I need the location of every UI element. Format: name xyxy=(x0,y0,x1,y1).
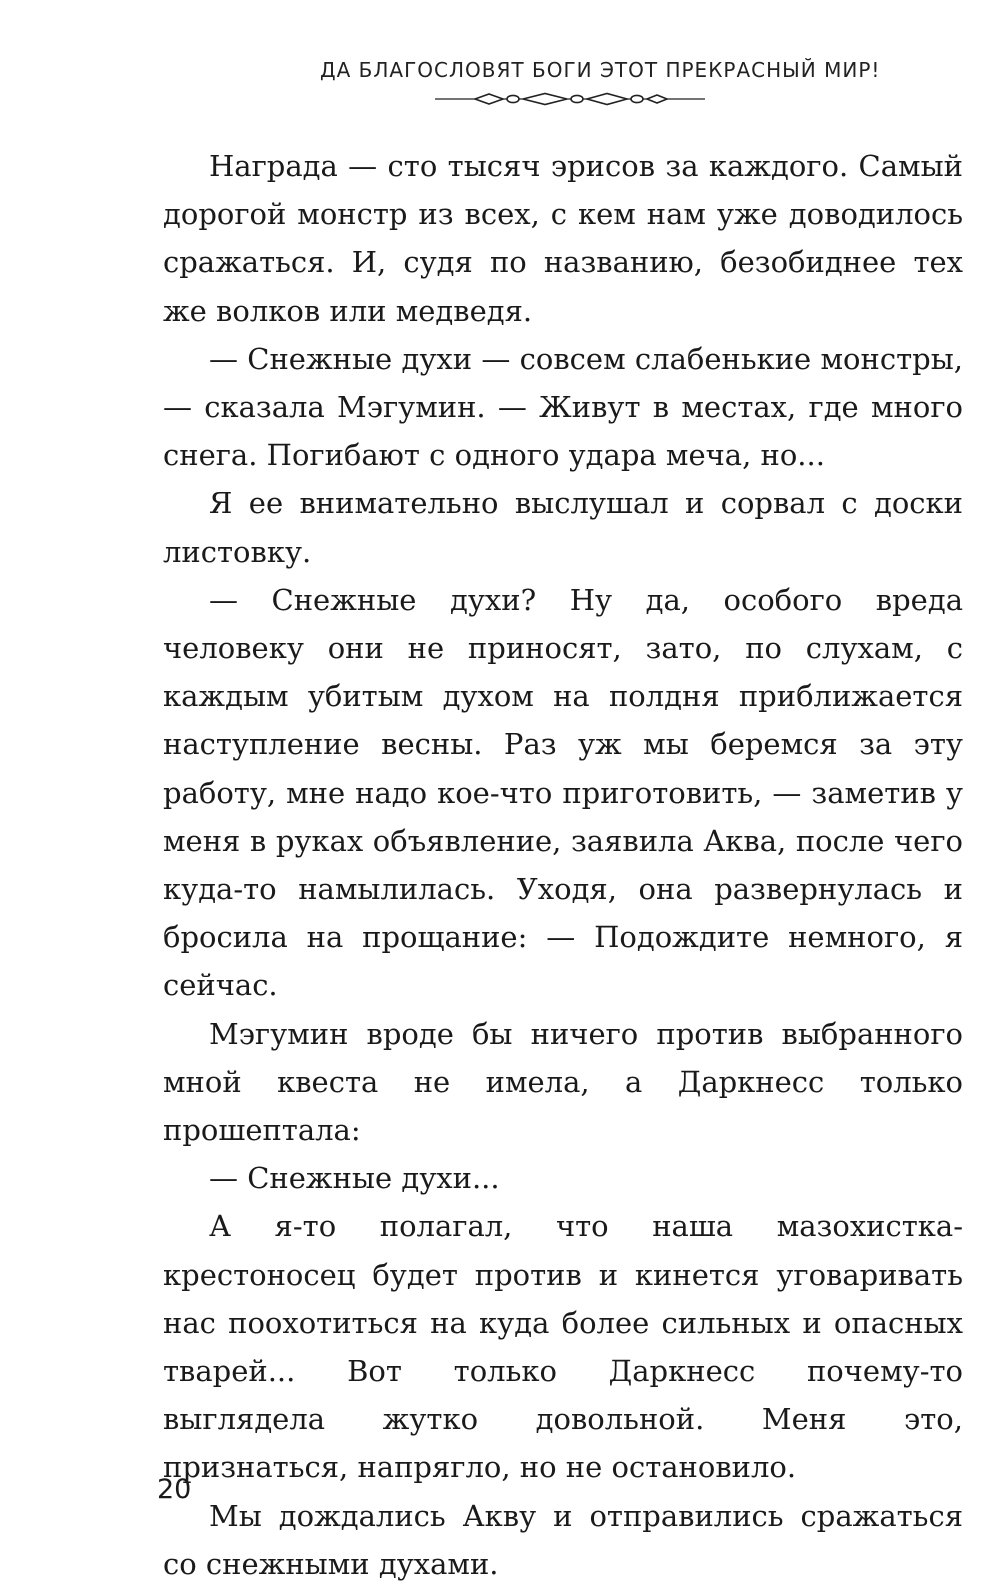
paragraph: Мэгумин вроде бы ничего против выбранного мной квеста не имела, а Даркнесс только прошептала: xyxy=(163,1016,963,1148)
paragraph: — Снежные духи... xyxy=(209,1161,500,1196)
paragraph: — Снежные духи — совсем слабенькие монстры, — сказала Мэгумин. — Живут в местах, где много снега. Погибают с одного удара меча, но... xyxy=(163,341,963,473)
running-header: ДА БЛАГОСЛОВЯТ БОГИ ЭТОТ ПРЕКРАСНЫЙ МИР! xyxy=(320,58,881,82)
ornament-divider xyxy=(435,89,705,109)
paragraph: Я ее внимательно выслушал и сорвал с доски листовку. xyxy=(163,486,963,569)
paragraph: — Снежные духи? Ну да, особого вреда человеку они не приносят, зато, по слухам, с каждым убитым духом на полдня приближается наступление весны. Раз уж мы беремся за эту работу, мне надо кое-что приготовить, — заметив у меня в руках объявление, заявила Аква, после чего куда-то намылилась. Уходя, она развернулась и бросила на прощание: — Подождите немного, я сейчас. xyxy=(163,582,963,1003)
paragraph: Мы дождались Акву и отправились сражаться со снежными духами. xyxy=(163,1498,963,1581)
body-text xyxy=(163,142,963,1588)
paragraph: Награда — сто тысяч эрисов за каждого. Самый дорогой монстр из всех, с кем нам уже доводилось сражаться. И, судя по названию, безобиднее тех же волков или медведя. xyxy=(163,149,963,328)
page-number: 20 xyxy=(157,1474,192,1505)
paragraph: А я-то полагал, что наша мазохистка-крестоносец будет против и кинется уговаривать нас поохотиться на куда более сильных и опасных тварей... Вот только Даркнесс почему-то выглядела жутко довольной. Меня это, признаться, напрягло, но не остановило. xyxy=(163,1209,963,1485)
